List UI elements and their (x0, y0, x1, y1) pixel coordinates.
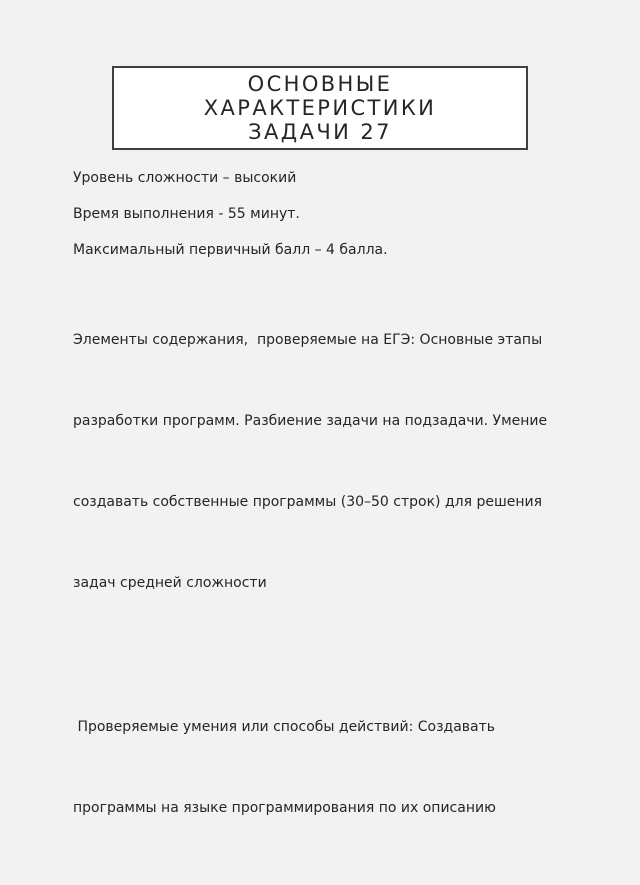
content-elements-line-4: задач средней сложности (73, 575, 267, 591)
slide-title-box (112, 66, 528, 150)
time-text: Время выполнения - 55 минут. (73, 206, 300, 222)
slide-title-line-3: ЗАДАЧИ 27 (248, 120, 392, 144)
slide-title-line-2: ХАРАКТЕРИСТИКИ (203, 96, 437, 120)
content-elements-line-1: Элементы содержания, проверяемые на ЕГЭ: Основные этапы (73, 332, 543, 348)
skills-paragraph (73, 660, 603, 876)
difficulty-text: Уровень сложности – высокий (73, 170, 297, 186)
max-score-text: Максимальный первичный балл – 4 балла. (73, 242, 388, 258)
content-elements-line-2: разработки программ. Разбиение задачи на подзадачи. Умение (73, 413, 548, 429)
skills-line-1: Проверяемые умения или способы действий: Создавать (73, 719, 496, 735)
skills-line-2: программы на языке программирования по их описанию (73, 800, 496, 816)
content-elements-line-3: создавать собственные программы (30–50 строк) для решения (73, 494, 543, 510)
slide-body (73, 165, 603, 885)
slide-title-line-1: ОСНОВНЫЕ (247, 72, 393, 96)
content-elements-paragraph (73, 273, 603, 651)
